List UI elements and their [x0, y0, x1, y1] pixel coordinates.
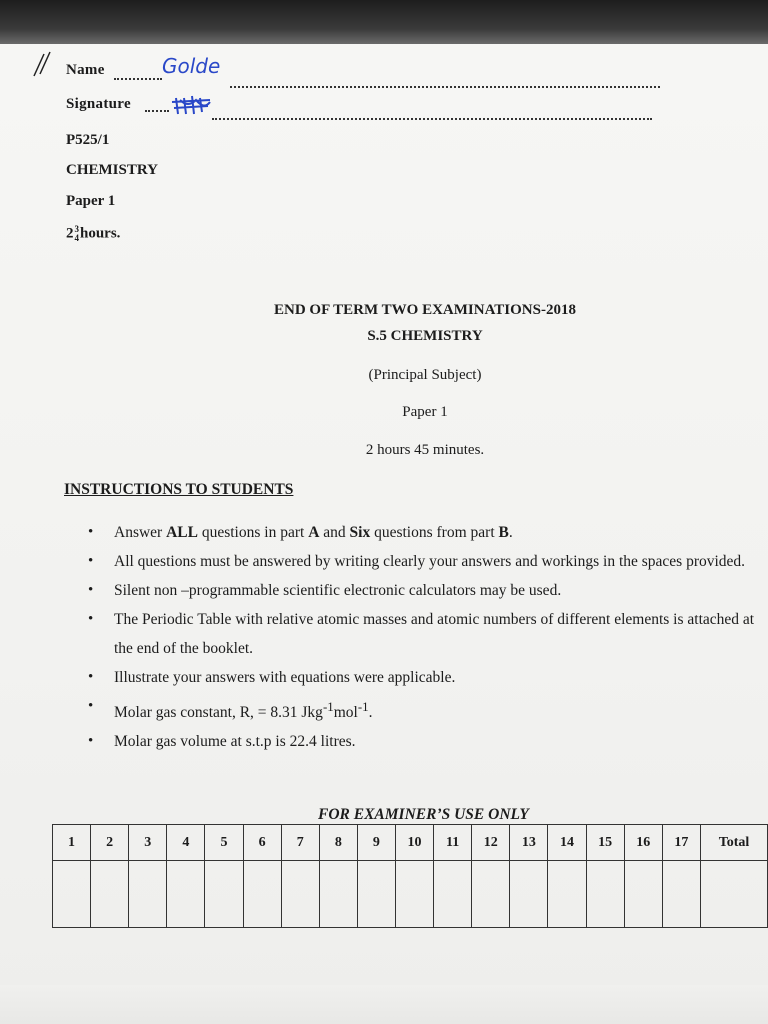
name-handwritten: Golde: [162, 54, 221, 78]
score-cell: [548, 861, 586, 928]
score-cell: [395, 861, 433, 928]
name-dots-left: [114, 76, 162, 80]
duration-whole: 2: [66, 225, 74, 242]
score-col-14: 14: [548, 825, 586, 861]
subject-name: CHEMISTRY: [66, 162, 158, 178]
name-dots-right: [230, 84, 660, 88]
instruction-item-3: • Silent non –programmable scientific electronic calculators may be used.: [88, 576, 768, 605]
paper-code: P525/1: [66, 132, 110, 148]
duration-label: 2 hours 45 minutes.: [365, 442, 485, 458]
score-col-13: 13: [510, 825, 548, 861]
signature-dots-right: [212, 116, 652, 120]
examiner-table-title: FOR EXAMINER’S USE ONLY: [318, 806, 529, 823]
examiner-score-table: [52, 824, 768, 928]
score-header-row: [53, 825, 768, 861]
score-col-15: 15: [586, 825, 624, 861]
score-cell: [662, 861, 700, 928]
instruction-item-5: • Illustrate your answers with equations were applicable.: [88, 663, 768, 692]
fraction-denominator: 4: [74, 233, 79, 243]
score-col-16: 16: [624, 825, 662, 861]
score-col-total: Total: [701, 825, 768, 861]
score-cell: [243, 861, 281, 928]
score-cell: [510, 861, 548, 928]
score-col-4: 4: [167, 825, 205, 861]
score-col-11: 11: [434, 825, 472, 861]
score-col-6: 6: [243, 825, 281, 861]
score-cell: [91, 861, 129, 928]
score-col-5: 5: [205, 825, 243, 861]
score-cell: [434, 861, 472, 928]
score-blank-row: [53, 861, 768, 928]
score-cell-total: [701, 861, 768, 928]
score-cell: [472, 861, 510, 928]
paper-bottom: [0, 985, 768, 1024]
photo-top-edge: [0, 0, 768, 48]
duration-suffix: hours.: [80, 225, 121, 242]
score-col-8: 8: [319, 825, 357, 861]
score-col-2: 2: [91, 825, 129, 861]
duration-short: [66, 225, 120, 243]
score-cell: [53, 861, 91, 928]
duration-fraction: [75, 225, 80, 243]
score-col-7: 7: [281, 825, 319, 861]
score-cell: [129, 861, 167, 928]
score-col-12: 12: [472, 825, 510, 861]
instruction-item-6: • Molar gas constant, R, = 8.31 Jkg$^{-1}$mol$^{-1}$.: [88, 692, 768, 727]
exam-title: END OF TERM TWO EXAMINATIONS-2018: [274, 302, 576, 318]
signature-scribble: [170, 94, 212, 116]
class-subject: S.5 CHEMISTRY: [367, 328, 483, 344]
score-cell: [357, 861, 395, 928]
score-cell: [167, 861, 205, 928]
instructions-title: INSTRUCTIONS TO STUDENTS: [64, 481, 294, 498]
signature-label: Signature: [66, 96, 131, 112]
paper-number: Paper 1: [66, 193, 116, 209]
score-cell: [319, 861, 357, 928]
score-cell: [205, 861, 243, 928]
score-cell: [281, 861, 319, 928]
paper-label: Paper 1: [402, 404, 448, 420]
subject-type: (Principal Subject): [368, 367, 482, 383]
score-col-1: 1: [53, 825, 91, 861]
pen-stroke-mark: [30, 50, 56, 78]
name-label: Name: [66, 62, 105, 78]
score-col-9: 9: [357, 825, 395, 861]
score-cell: [586, 861, 624, 928]
instructions-list: [88, 518, 768, 756]
instruction-item-1: • Answer ALL questions in part A and Six questions from part B.: [88, 518, 768, 547]
instruction-item-7: • Molar gas volume at s.t.p is 22.4 litres.: [88, 727, 768, 756]
instruction-item-2: • All questions must be answered by writing clearly your answers and workings in the spaces provided.: [88, 547, 768, 576]
signature-dots-left: [145, 108, 169, 112]
instruction-item-4: • The Periodic Table with relative atomic masses and atomic numbers of different elements is attached at the end of the booklet.: [88, 605, 768, 663]
score-col-3: 3: [129, 825, 167, 861]
score-cell: [624, 861, 662, 928]
fraction-numerator: 3: [74, 224, 79, 234]
score-col-17: 17: [662, 825, 700, 861]
score-col-10: 10: [395, 825, 433, 861]
